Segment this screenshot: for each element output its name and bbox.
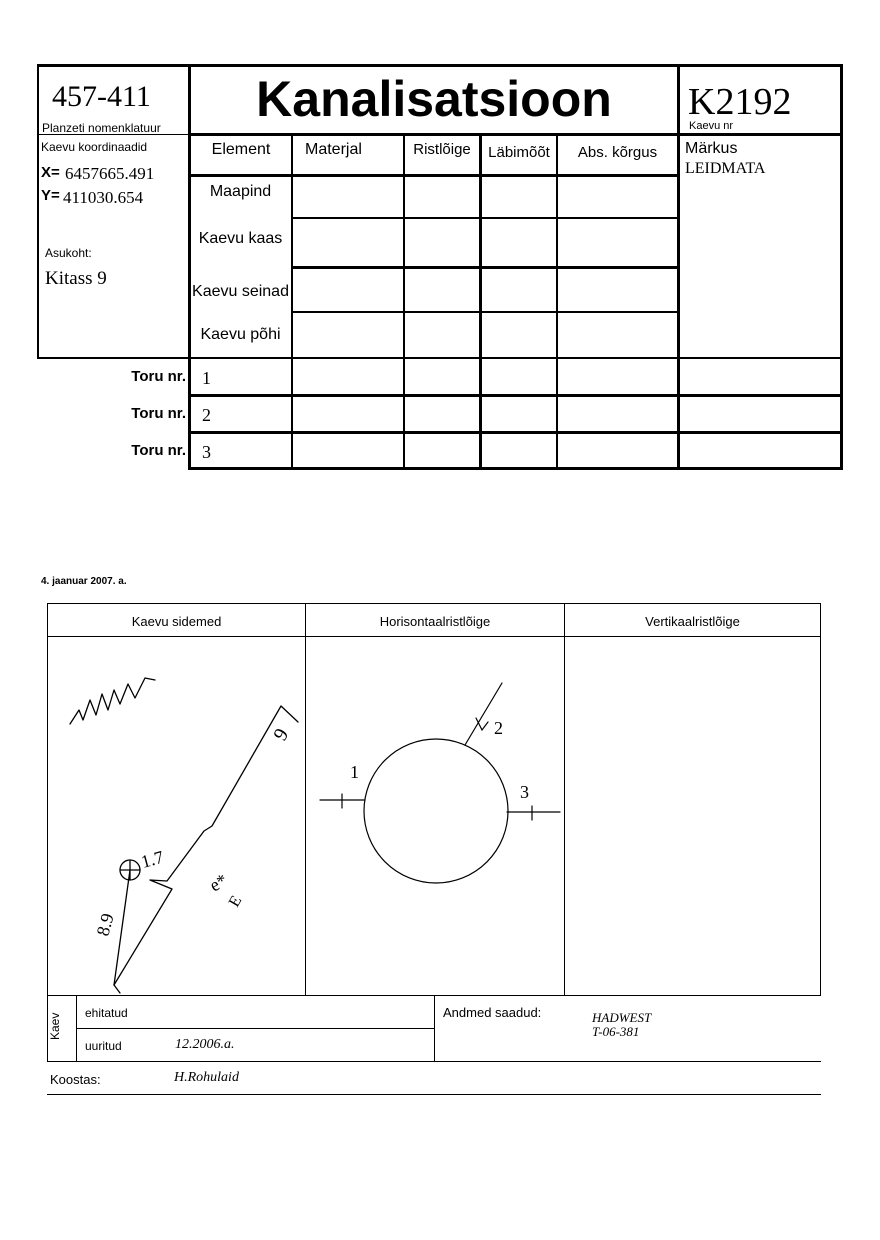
pipe-2-label: 2 (494, 718, 503, 738)
well-number-value: K2192 (688, 81, 792, 123)
row-label-lid: Kaevu kaas (198, 230, 283, 247)
pipe-label-1: Toru nr. (131, 368, 186, 385)
col-header-material: Materjal (305, 141, 362, 158)
pipe-label-2: Toru nr. (131, 405, 186, 422)
x-label: X= (41, 164, 60, 181)
col-header-cross-section: Ristlõige (413, 141, 471, 158)
footer-kaev-divider (76, 996, 77, 1062)
footer-bottom-line (47, 1061, 821, 1062)
data-source-line2: T-06-381 (592, 1024, 640, 1039)
distance-17-label: 1.7 (138, 846, 166, 872)
document-date: 4. jaanuar 2007. a. (41, 576, 127, 587)
row-label-ground: Maapind (209, 183, 272, 200)
footer-compiled-line (47, 1094, 821, 1095)
surveyed-value: 12.2006.a. (175, 1037, 235, 1052)
location-label: Asukoht: (45, 246, 92, 260)
y-label: Y= (41, 187, 60, 204)
pipe-label-3: Toru nr. (131, 442, 186, 459)
pipe-1-label: 1 (350, 762, 359, 782)
remarks-value: LEIDMATA (685, 160, 766, 177)
data-received-label: Andmed saadud: (443, 1005, 542, 1020)
compiled-value: H.Rohulaid (174, 1070, 239, 1085)
row-label-walls: Kaevu seinad (192, 283, 289, 300)
built-label: ehitatud (85, 1006, 128, 1020)
e-mark-label-2: E (225, 893, 246, 910)
col-header-abs-height: Abs. kõrgus (577, 144, 658, 161)
pipe-number-2: 2 (202, 405, 211, 425)
page-title: Kanalisatsioon (256, 71, 612, 127)
pipe-number-3: 3 (202, 442, 211, 462)
coordinates-label: Kaevu koordinaadid (41, 140, 148, 154)
sketch-header-horizontal: Horisontaalristlõige (379, 614, 491, 629)
well-number-label: Kaevu nr (689, 120, 734, 132)
footer-middle-divider (434, 996, 435, 1062)
footer-row-divider (76, 1028, 434, 1029)
sketch-header-vertical: Vertikaalristlõige (645, 614, 740, 629)
location-value: Kitass 9 (45, 268, 107, 289)
e-mark-label: e* (206, 869, 231, 896)
compiled-label: Koostas: (50, 1072, 101, 1087)
x-value: 6457665.491 (65, 164, 155, 183)
pipe-3-label: 3 (520, 782, 529, 802)
surveyed-label: uuritud (85, 1039, 122, 1053)
number-9-label: 9 (269, 724, 294, 745)
data-source-line1: HADWEST (592, 1010, 652, 1025)
col-header-element: Element (211, 141, 271, 158)
manhole-circle (364, 739, 508, 883)
sketch-header-connections: Kaevu sidemed (131, 614, 222, 629)
nomenclature-value: 457-411 (52, 80, 151, 113)
remarks-label: Märkus (685, 140, 738, 157)
row-label-bottom: Kaevu põhi (200, 326, 281, 343)
nomenclature-label: Planzeti nomenklatuur (42, 121, 161, 135)
distance-89-label: 8.9 (92, 911, 118, 939)
col-header-diameter: Läbimõõt (488, 144, 550, 161)
y-value: 411030.654 (63, 188, 144, 207)
kaev-label: Kaev (48, 1012, 62, 1040)
pipe-number-1: 1 (202, 368, 211, 388)
